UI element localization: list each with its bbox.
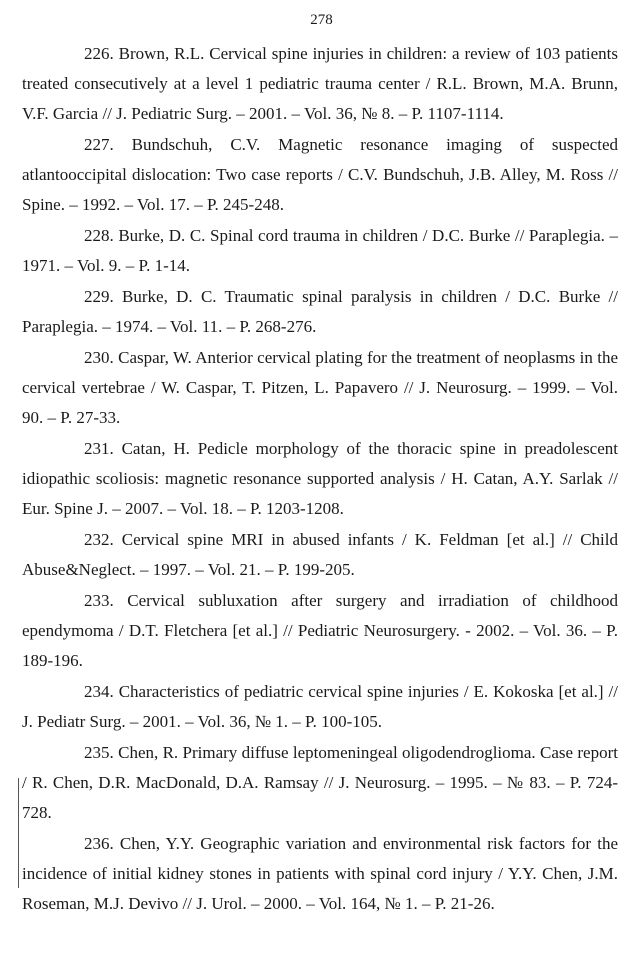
reference-item: 231. Catan, H. Pedicle morphology of the thoracic spine in preadolescent idiopathic scoliosis: magnetic resonance supported analysis / H. Catan, A.Y. Sarlak // Eur. Spine J. – 2007. – Vol. 18. – P. 1203-1208.: [22, 439, 618, 518]
reference-item: 230. Caspar, W. Anterior cervical plating for the treatment of neoplasms in the cervical vertebrae / W. Caspar, T. Pitzen, L. Papavero // J. Neurosurg. – 1999. – Vol. 90. – P. 27-33.: [22, 348, 618, 427]
reference-item: 232. Cervical spine MRI in abused infants / K. Feldman [et al.] // Child Abuse&Neglect. – 1997. – Vol. 21. – P. 199-205.: [22, 530, 618, 579]
reference-item: 235. Chen, R. Primary diffuse leptomeningeal oligodendroglioma. Case report / R. Chen, D.R. MacDonald, D.A. Ramsay // J. Neurosurg. – 1995. – № 83. – P. 724-728.: [22, 743, 618, 822]
reference-item: 236. Chen, Y.Y. Geographic variation and environmental risk factors for the incidence of initial kidney stones in patients with spinal cord injury / Y.Y. Chen, J.M. Roseman, M.J. Devivo // J. Urol. – 2000. – Vol. 164, № 1. – P. 21-26.: [22, 834, 618, 913]
reference-list: [22, 39, 618, 920]
reference-item: 228. Burke, D. C. Spinal cord trauma in children / D.C. Burke // Paraplegia. – 1971. – Vol. 9. – P. 1-14.: [22, 226, 618, 275]
reference-item: 229. Burke, D. C. Traumatic spinal paralysis in children / D.C. Burke // Paraplegia. – 1974. – Vol. 11. – P. 268-276.: [22, 287, 618, 336]
page-number: 278: [310, 12, 333, 28]
margin-scan-line: [18, 778, 19, 888]
reference-item: 227. Bundschuh, C.V. Magnetic resonance imaging of suspected atlantooccipital dislocation: Two case reports / C.V. Bundschuh, J.B. Alley, M. Ross // Spine. – 1992. – Vol. 17. – P. 245-248.: [22, 135, 618, 214]
reference-item: 234. Characteristics of pediatric cervical spine injuries / E. Kokoska [et al.] // J. Pediatr Surg. – 2001. – Vol. 36, № 1. – P. 100-105.: [22, 682, 618, 731]
reference-item: 226. Brown, R.L. Cervical spine injuries in children: a review of 103 patients treated consecutively at a level 1 pediatric trauma center / R.L. Brown, M.A. Brunn, V.F. Garcia // J. Pediatric Surg. – 2001. – Vol. 36, № 8. – P. 1107-1114.: [22, 44, 618, 123]
reference-item: 233. Cervical subluxation after surgery and irradiation of childhood ependymoma / D.T. Fletchera [et al.] // Pediatric Neurosurgery. - 2002. – Vol. 36. – P. 189-196.: [22, 591, 618, 670]
